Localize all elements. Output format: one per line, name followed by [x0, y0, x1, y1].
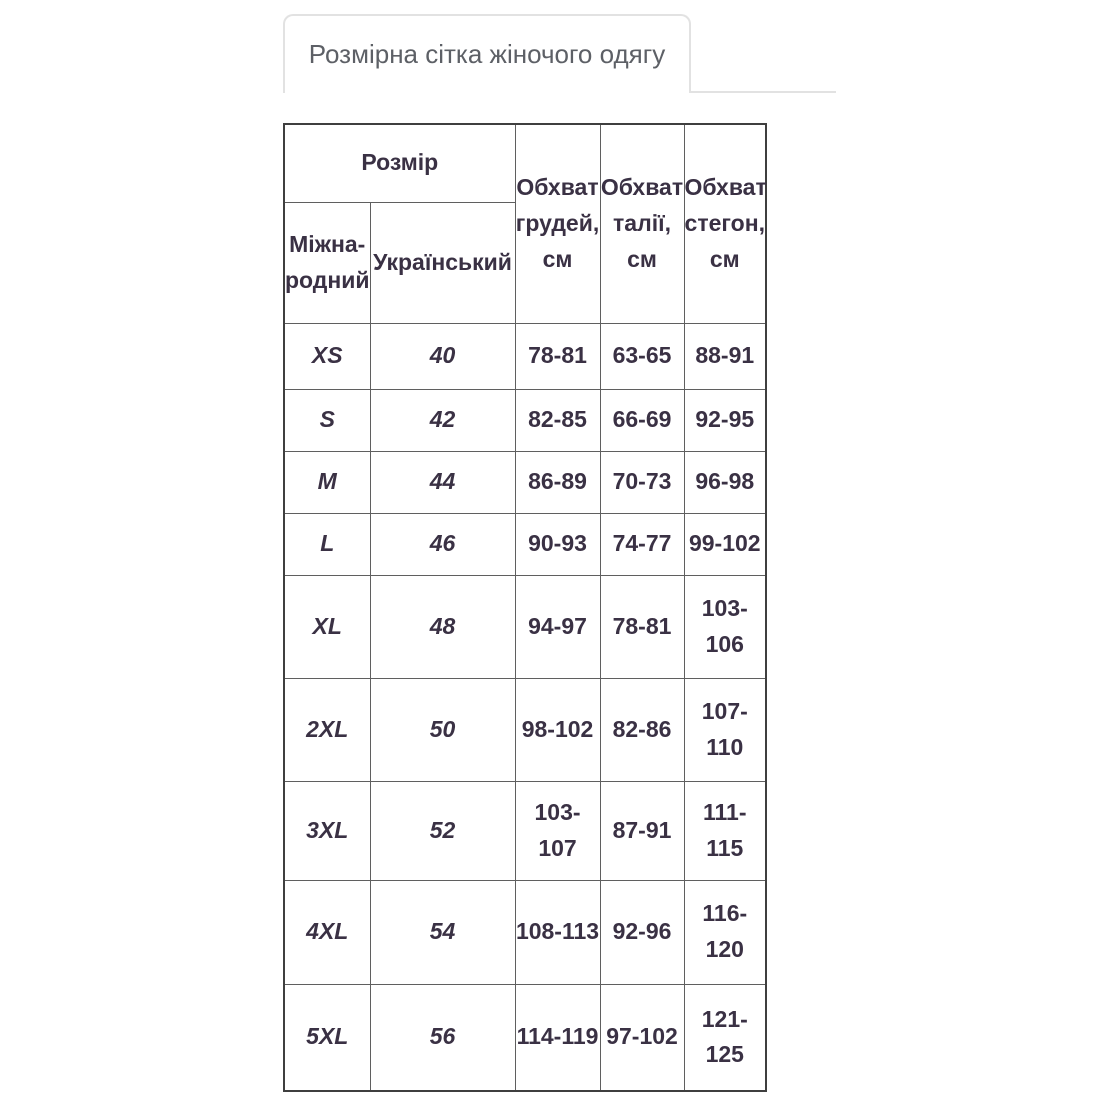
- table-row: [284, 513, 766, 575]
- cell-ukrainian: 42: [370, 389, 515, 451]
- cell-ukrainian: 50: [370, 678, 515, 781]
- cell-ukrainian: 40: [370, 323, 515, 389]
- table-row: [284, 678, 766, 781]
- table-row: [284, 984, 766, 1091]
- cell-chest: 98-102: [515, 678, 600, 781]
- cell-chest: 82-85: [515, 389, 600, 451]
- header-chest: Обхват грудей, см: [515, 124, 600, 323]
- cell-hips: 116-120: [684, 880, 766, 984]
- cell-chest: 103-107: [515, 781, 600, 880]
- cell-hips: 92-95: [684, 389, 766, 451]
- size-chart-table: [283, 123, 767, 1092]
- cell-chest: 114-119: [515, 984, 600, 1091]
- cell-chest: 94-97: [515, 575, 600, 678]
- cell-waist: 66-69: [600, 389, 684, 451]
- cell-chest: 86-89: [515, 451, 600, 513]
- cell-international: XL: [284, 575, 370, 678]
- cell-chest: 90-93: [515, 513, 600, 575]
- cell-hips: 103-106: [684, 575, 766, 678]
- cell-waist: 97-102: [600, 984, 684, 1091]
- cell-hips: 88-91: [684, 323, 766, 389]
- cell-international: 4XL: [284, 880, 370, 984]
- cell-international: XS: [284, 323, 370, 389]
- cell-hips: 99-102: [684, 513, 766, 575]
- cell-ukrainian: 46: [370, 513, 515, 575]
- cell-hips: 111-115: [684, 781, 766, 880]
- cell-waist: 82-86: [600, 678, 684, 781]
- table-row: [284, 451, 766, 513]
- header-hips: Обхват стегон, см: [684, 124, 766, 323]
- cell-waist: 63-65: [600, 323, 684, 389]
- cell-chest: 108-113: [515, 880, 600, 984]
- table-row: [284, 323, 766, 389]
- cell-international: S: [284, 389, 370, 451]
- cell-waist: 87-91: [600, 781, 684, 880]
- cell-ukrainian: 48: [370, 575, 515, 678]
- cell-international: 3XL: [284, 781, 370, 880]
- tab-bar-line: [691, 91, 836, 93]
- cell-ukrainian: 56: [370, 984, 515, 1091]
- cell-ukrainian: 54: [370, 880, 515, 984]
- cell-waist: 78-81: [600, 575, 684, 678]
- cell-ukrainian: 44: [370, 451, 515, 513]
- table-row: [284, 781, 766, 880]
- header-ukrainian: Український: [370, 202, 515, 323]
- table-row: [284, 880, 766, 984]
- header-waist: Обхват талії, см: [600, 124, 684, 323]
- tab-size-chart-women[interactable]: [283, 14, 691, 93]
- cell-international: L: [284, 513, 370, 575]
- cell-hips: 107-110: [684, 678, 766, 781]
- table-row: [284, 575, 766, 678]
- cell-ukrainian: 52: [370, 781, 515, 880]
- cell-hips: 96-98: [684, 451, 766, 513]
- tab-size-chart-label: Розмірна сітка жіночого одягу: [308, 39, 666, 69]
- table-row: [284, 389, 766, 451]
- cell-international: 5XL: [284, 984, 370, 1091]
- cell-waist: 92-96: [600, 880, 684, 984]
- cell-waist: 70-73: [600, 451, 684, 513]
- header-international: Міжна-родний: [284, 202, 370, 323]
- cell-waist: 74-77: [600, 513, 684, 575]
- cell-chest: 78-81: [515, 323, 600, 389]
- cell-international: M: [284, 451, 370, 513]
- header-size-group: Розмір: [284, 124, 515, 202]
- cell-hips: 121-125: [684, 984, 766, 1091]
- cell-international: 2XL: [284, 678, 370, 781]
